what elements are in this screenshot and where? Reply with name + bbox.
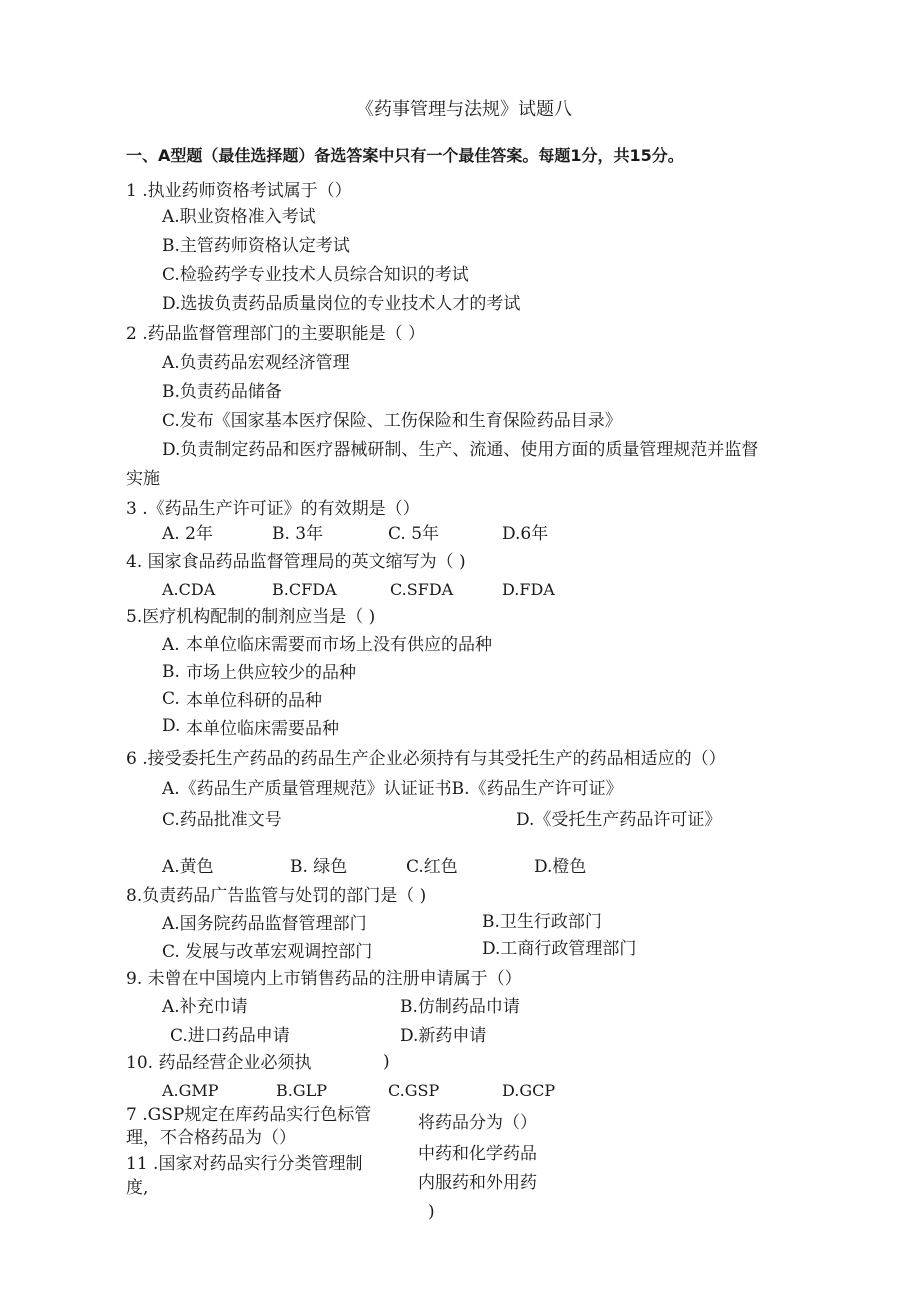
question-6-option-d: D.《受托生产药品许可证》 xyxy=(516,810,722,830)
question-7-option-d: D.橙色 xyxy=(534,857,587,877)
question-1-option-d: D.选拔负责药品质量岗位的专业技术人才的考试 xyxy=(162,294,521,314)
question-10-paren: ) xyxy=(383,1052,390,1072)
question-2-option-a: A.负责药品宏观经济管理 xyxy=(162,353,350,373)
question-9-option-c: C.进口药品申请 xyxy=(170,1026,290,1046)
question-7-option-c: C.红色 xyxy=(406,857,458,877)
question-11-stem-line-2: 度, xyxy=(126,1178,149,1198)
question-3-option-c: C. 5年 xyxy=(388,524,440,544)
question-7-option-b: B. 绿色 xyxy=(290,857,348,877)
right-fragment-4: ) xyxy=(428,1202,435,1222)
question-8-option-b: B.卫生行政部门 xyxy=(482,912,602,932)
question-1-option-b: B.主管药师资格认定考试 xyxy=(162,236,350,256)
question-7-stem-line-2: 理，不合格药品为（） xyxy=(126,1128,296,1148)
question-6-option-ab: A.《药品生产质量管理规范》认证证书B.《药品生产许可证》 xyxy=(162,779,623,799)
question-2-option-b: B.负责药品储备 xyxy=(162,382,282,402)
question-4-option-a: A.CDA xyxy=(162,580,216,599)
question-9-option-b: B.仿制药品巾请 xyxy=(400,997,520,1017)
question-9-option-d: D.新药申请 xyxy=(400,1026,487,1046)
question-5-option-a-text: 本单位临床需要而市场上没有供应的品种 xyxy=(186,635,492,655)
question-5-option-c-letter: C. xyxy=(162,689,180,709)
question-5-stem: 5.医疗机构配制的制剂应当是（ ) xyxy=(126,607,376,627)
question-2-option-c: C.发布《国家基本医疗保险、工伤保险和生育保险药品目录》 xyxy=(162,411,622,431)
question-5-option-d-letter: D. xyxy=(162,716,181,736)
question-8-option-a: A.国务院药品监督管理部门 xyxy=(162,914,367,934)
question-1-stem: 1 .执业药师资格考试属于（） xyxy=(126,181,352,201)
question-5-option-b-text: 市场上供应较少的品种 xyxy=(186,663,356,683)
question-3-option-d: D.6年 xyxy=(502,524,549,544)
question-5-option-c-text: 本单位科研的品种 xyxy=(186,691,322,711)
question-6-option-c: C.药品批准文号 xyxy=(162,810,282,830)
question-10-stem: 10. 药品经营企业必须执 xyxy=(126,1053,312,1073)
question-4-option-c: C.SFDA xyxy=(390,580,454,599)
document-title: 《药事管理与法规》试题八 xyxy=(356,99,572,120)
question-1-option-c: C.检验药学专业技术人员综合知识的考试 xyxy=(162,265,469,285)
question-5-option-a-letter: A. xyxy=(162,635,180,655)
question-10-option-d: D.GCP xyxy=(502,1081,556,1100)
question-6-stem: 6 .接受委托生产药品的药品生产企业必须持有与其受托生产的药品相适应的（） xyxy=(126,749,726,769)
question-2-option-d-continued: 实施 xyxy=(126,469,160,489)
question-4-option-b: B.CFDA xyxy=(272,580,337,599)
question-8-option-c: C. 发展与改革宏观调控部门 xyxy=(162,942,373,962)
question-7-stem-line-1: 7 .GSP规定在库药品实行色标管 xyxy=(126,1105,372,1125)
question-3-option-a: A. 2年 xyxy=(162,524,213,544)
question-2-option-d: D.负责制定药品和医疗器械研制、生产、流通、使用方面的质量管理规范并监督 xyxy=(162,440,759,460)
question-5-option-d-text: 本单位临床需要品种 xyxy=(186,719,339,739)
question-10-option-c: C.GSP xyxy=(388,1081,440,1100)
question-10-option-a: A.GMP xyxy=(162,1081,219,1100)
right-fragment-2: 中药和化学药品 xyxy=(418,1144,537,1164)
question-8-stem: 8.负责药品广告监管与处罚的部门是（ ) xyxy=(126,886,427,906)
question-11-stem-line-1: 11 .国家对药品实行分类管理制 xyxy=(126,1154,363,1174)
question-1-option-a: A.职业资格准入考试 xyxy=(162,207,316,227)
question-10-option-b: B.GLP xyxy=(276,1081,328,1100)
question-3-stem: 3 .《药品生产许可证》的有效期是（） xyxy=(126,499,420,519)
question-4-option-d: D.FDA xyxy=(502,580,555,599)
question-4-stem: 4. 国家食品药品监督管理局的英文缩写为（ ) xyxy=(126,552,466,572)
right-fragment-1: 将药品分为（） xyxy=(418,1113,537,1133)
question-7-option-a: A.黄色 xyxy=(162,857,214,877)
question-3-option-b: B. 3年 xyxy=(272,524,324,544)
question-8-option-d: D.工商行政管理部门 xyxy=(482,939,637,959)
question-2-stem: 2 .药品监督管理部门的主要职能是（ ） xyxy=(126,324,426,344)
right-fragment-3: 内服药和外用药 xyxy=(418,1173,537,1193)
question-9-stem: 9. 未曾在中国境内上市销售药品的注册申请属于（） xyxy=(126,969,522,989)
section-heading: 一、A型题（最佳选择题）备选答案中只有一个最佳答案。每题1分，共15分。 xyxy=(126,146,684,165)
question-5-option-b-letter: B. xyxy=(162,662,180,682)
question-9-option-a: A.补充巾请 xyxy=(162,997,248,1017)
